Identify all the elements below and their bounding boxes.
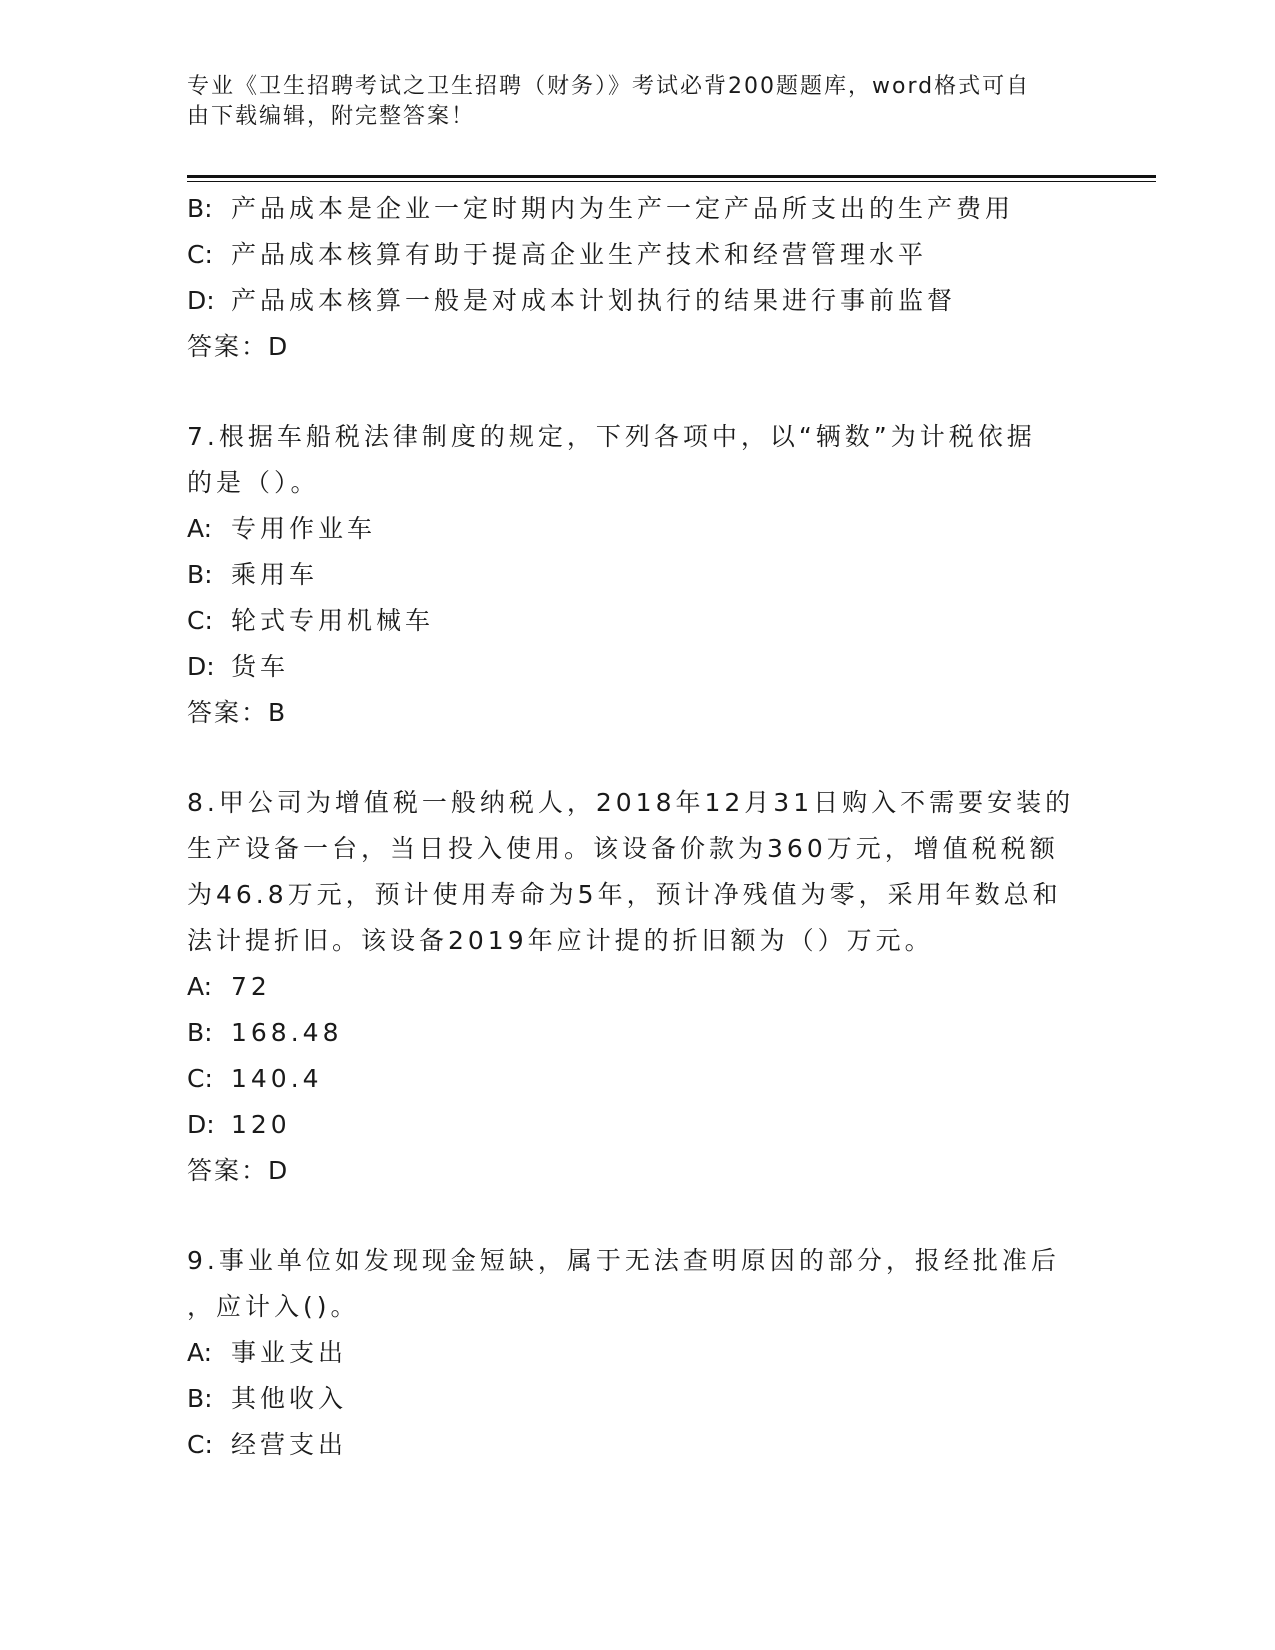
option-c: [187, 598, 1087, 644]
option-key: C:: [187, 240, 213, 269]
option-key: A:: [187, 514, 213, 543]
question-text-line: 9.事业单位如发现现金短缺，属于无法查明原因的部分，报经批准后: [187, 1246, 1060, 1275]
option-key: B:: [187, 194, 213, 223]
question-text-line: 的是（）。: [187, 468, 320, 497]
spacer: [187, 736, 1087, 780]
option-d: [187, 1102, 1087, 1148]
header-divider-thin: [187, 181, 1156, 182]
option-key: B:: [187, 1384, 213, 1413]
option-a: [187, 964, 1087, 1010]
option-text: 产品成本核算一般是对成本计划执行的结果进行事前监督: [231, 286, 957, 315]
option-key: B:: [187, 560, 213, 589]
option-text: 其他收入: [231, 1384, 348, 1413]
option-text: 经营支出: [231, 1430, 348, 1459]
option-text: 乘用车: [231, 560, 319, 589]
question-8: [187, 780, 1087, 1194]
question-7: [187, 414, 1087, 736]
question-9: [187, 1238, 1087, 1468]
option-b: [187, 1376, 1087, 1422]
option-key: B:: [187, 1018, 213, 1047]
option-key: A:: [187, 1338, 213, 1367]
option-text: 专用作业车: [231, 514, 377, 543]
option-d: [187, 644, 1087, 690]
question-6-fragment: [187, 186, 1087, 370]
option-key: C:: [187, 606, 213, 635]
answer-line: 答案：D: [187, 1156, 290, 1185]
option-text: 产品成本是企业一定时期内为生产一定产品所支出的生产费用: [231, 194, 1015, 223]
option-c: [187, 232, 1087, 278]
header-line-1: 专业《卫生招聘考试之卫生招聘（财务）》考试必背200题题库，word格式可自: [187, 74, 1031, 99]
option-text: 事业支出: [231, 1338, 348, 1367]
option-text: 140.4: [231, 1064, 323, 1093]
option-key: D:: [187, 286, 215, 315]
question-text-line: 法计提折旧。该设备2019年应计提的折旧额为（）万元。: [187, 926, 934, 955]
question-text-line: ，应计入()。: [187, 1292, 360, 1321]
spacer: [187, 370, 1087, 414]
option-key: A:: [187, 972, 213, 1001]
header-line-2: 由下载编辑，附完整答案！: [187, 104, 476, 129]
spacer: [187, 1194, 1087, 1238]
option-key: D:: [187, 1110, 215, 1139]
document-header: [187, 72, 1067, 132]
option-key: C:: [187, 1430, 213, 1459]
option-a: [187, 1330, 1087, 1376]
option-text: 168.48: [231, 1018, 343, 1047]
document-body: [187, 186, 1087, 1468]
question-text-line: 生产设备一台，当日投入使用。该设备价款为360万元，增值税税额: [187, 834, 1059, 863]
option-text: 120: [231, 1110, 291, 1139]
answer-line: 答案：B: [187, 698, 288, 727]
option-b: [187, 186, 1087, 232]
question-text-line: 7.根据车船税法律制度的规定，下列各项中，以“辆数”为计税依据: [187, 422, 1036, 451]
option-c: [187, 1056, 1087, 1102]
header-divider-thick: [187, 175, 1156, 178]
option-c: [187, 1422, 1087, 1468]
question-text-line: 8.甲公司为增值税一般纳税人，2018年12月31日购入不需要安装的: [187, 788, 1075, 817]
answer-line: 答案：D: [187, 332, 290, 361]
option-text: 产品成本核算有助于提高企业生产技术和经营管理水平: [231, 240, 928, 269]
option-text: 72: [231, 972, 271, 1001]
option-key: D:: [187, 652, 215, 681]
option-b: [187, 1010, 1087, 1056]
question-text-line: 为46.8万元，预计使用寿命为5年，预计净残值为零，采用年数总和: [187, 880, 1062, 909]
option-d: [187, 278, 1087, 324]
option-b: [187, 552, 1087, 598]
option-key: C:: [187, 1064, 213, 1093]
option-a: [187, 506, 1087, 552]
option-text: 轮式专用机械车: [231, 606, 435, 635]
option-text: 货车: [231, 652, 290, 681]
